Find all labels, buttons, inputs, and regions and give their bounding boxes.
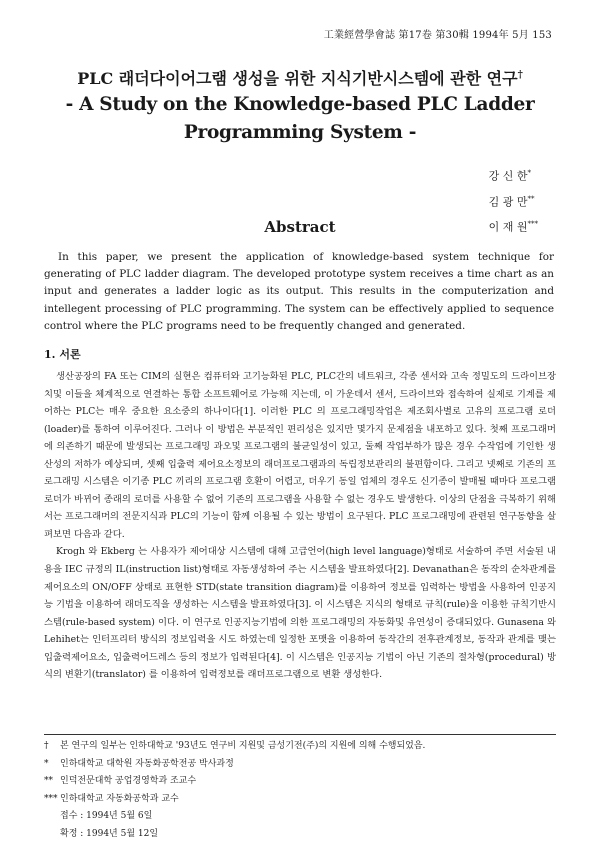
- author-name: 김 광 만: [488, 195, 528, 209]
- english-title-line2: Programming System -: [183, 122, 417, 143]
- body-paragraph: 생산공장의 FA 또는 CIM의 실현은 컴퓨터와 고기능화된 PLC, PLC간의 네트워크, 각종 센서와 고속 정밀도의 드라이브장치및 이들을 체계적으로 연결하는 통합 소프트웨어로 가능해 지는데, 이 가운데서 센서, 드라이브와 접속하여 실제로 기계를 제어하는 PLC는 매우 중요한 요소중의 하나이다[1]. 이러한 PLC 의 프로그래밍작업은 제조회사별로 고유의 프로그램 로더(loader)를 통하여 이루어진다. 그러나 이 방법은 부분적인 편리성은 있지만 몇가지 문제점을 내포하고 있다. 첫째 프로그래머에 의존하기 때문에 발생되는 프로그래밍 과오및 프로그램의 불균일성이 있고, 둘째 작업부하가 많은 경우 수작업에 기인한 생산성의 저하가 예상되며, 셋째 입출력 제어요소정보의 래더프로그램과의 독립정보관리의 불편함이다. 그리고 넷째로 기존의 프로그래밍 시스템은 이기종 PLC 끼리의 프로그램 호환이 어렵고, 더우기 동일 업체의 경우도 신기종이 발매될 때마다 프로그램로더가 바뀌어 종래의 로더를 사용할 수 없어 기존의 프로그램을 사용할 수 없는 경우도 발생한다. 이상의 단점을 극복하기 위해서는 프로그래머의 전문지식과 PLC의 기능이 함께 이용될 수 있는 방법이 요구된다. PLC 프로그래밍에 관련된 연구동향을 살펴보면 다음과 같다.: [44, 371, 556, 540]
- received-date: [44, 808, 556, 826]
- footnote: [44, 738, 556, 756]
- footnotes: [44, 738, 556, 844]
- footnote-text: 확정 : 1994년 5월 12일: [60, 828, 159, 839]
- footnote-mark: [44, 826, 60, 844]
- english-title-line1: - A Study on the Knowledge-based PLC Ladder: [65, 94, 535, 115]
- footnote: [44, 756, 556, 774]
- author-mark: ***: [527, 220, 538, 229]
- footnote-text: 인덕전문대학 공업경영학과 조교수: [60, 776, 197, 787]
- introduction-body: [44, 368, 556, 684]
- footnote-text: 인하대학교 대학원 자동화공학전공 박사과정: [60, 758, 234, 769]
- footnote-divider: [44, 734, 556, 735]
- author: [489, 188, 538, 214]
- korean-title: [0, 66, 600, 89]
- author-name: 강 신 한: [488, 169, 528, 183]
- footnote-mark: *: [44, 758, 49, 769]
- footnote-text: 본 연구의 일부는 인하대학교 '93년도 연구비 지원및 금성기전(주)의 지원에 의해 수행되었음.: [60, 741, 426, 751]
- footnote: [44, 773, 556, 791]
- accepted-date: [44, 826, 556, 844]
- footnote-mark: [44, 808, 60, 826]
- title-footnote-mark: †: [517, 69, 523, 81]
- footnote-mark: **: [44, 776, 53, 787]
- footnote-mark: ***: [44, 793, 58, 804]
- section-title-introduction: 1. 서론: [44, 348, 81, 361]
- footnote: [44, 791, 556, 809]
- footnote-mark: †: [44, 741, 49, 751]
- body-paragraph: Krogh 와 Ekberg 는 사용자가 제어대상 시스템에 대해 고급언어(high level language)형태로 서술하여 주면 서술된 내용을 IEC 규정의 IL(instruction list)형태로 자동생성하여 주는 시스템을 발표하였다[2]. Devanathan은 동작의 순차관계를 제어요소의 ON/OFF 상태로 표현한 STD(state transition diagram)를 이용하여 정보를 입력하는 방법을 사용하여 인공지능 기법을 이용하여 래더도직을 생성하는 시스템을 발표하였다[3]. 이 시스템은 지식의 형태로 규칙(rule)을 이용한 규칙기반시스템(rule-based system) 이다. 이 연구로 인공지능기법에 의한 프로그래밍의 자동화및 유연성이 증대되었다. Gunasena 와 Lehihet는 인터프리터 방식의 정보입력을 시도 하였는데 일정한 포맷을 이용하여 동작간의 전후관계정보, 동작과 관계를 맺는 입출력제어요소, 입출력어드레스 등의 정보가 입력된다[4]. 이 시스템은 인공지능 기법이 아닌 기존의 절차형(procedural) 방식의 변환기(translator) 를 이용하여 입력정보를 래더프로그램으로 변환 생성한다.: [44, 546, 556, 681]
- journal-header: 工業經營學會誌 第17卷 第30輯 1994年 5月 153: [323, 30, 552, 41]
- footnote-text: 접수 : 1994년 5월 6일: [60, 811, 153, 822]
- author: [489, 162, 538, 188]
- abstract-heading: Abstract: [264, 218, 336, 236]
- author-mark: **: [527, 194, 535, 203]
- footnote-text: 인하대학교 자동화공학과 교수: [60, 793, 179, 804]
- author-name: 이 재 원: [488, 220, 528, 234]
- author-mark: *: [527, 169, 531, 177]
- korean-title-text: PLC 래더다이어그램 생성을 위한 지식기반시스템에 관한 연구: [77, 69, 518, 88]
- abstract-text: In this paper, we present the application of knowledge-based system technique for generating of PLC ladder diagram. The developed prototype system receives a time chart as an input and generates a ladder logic as its output. This results in the computerization and intellegent processing of PLC programming. The system can be effectively applied to sequence control where the PLC programs need to be frequently changed and generated.: [44, 251, 554, 332]
